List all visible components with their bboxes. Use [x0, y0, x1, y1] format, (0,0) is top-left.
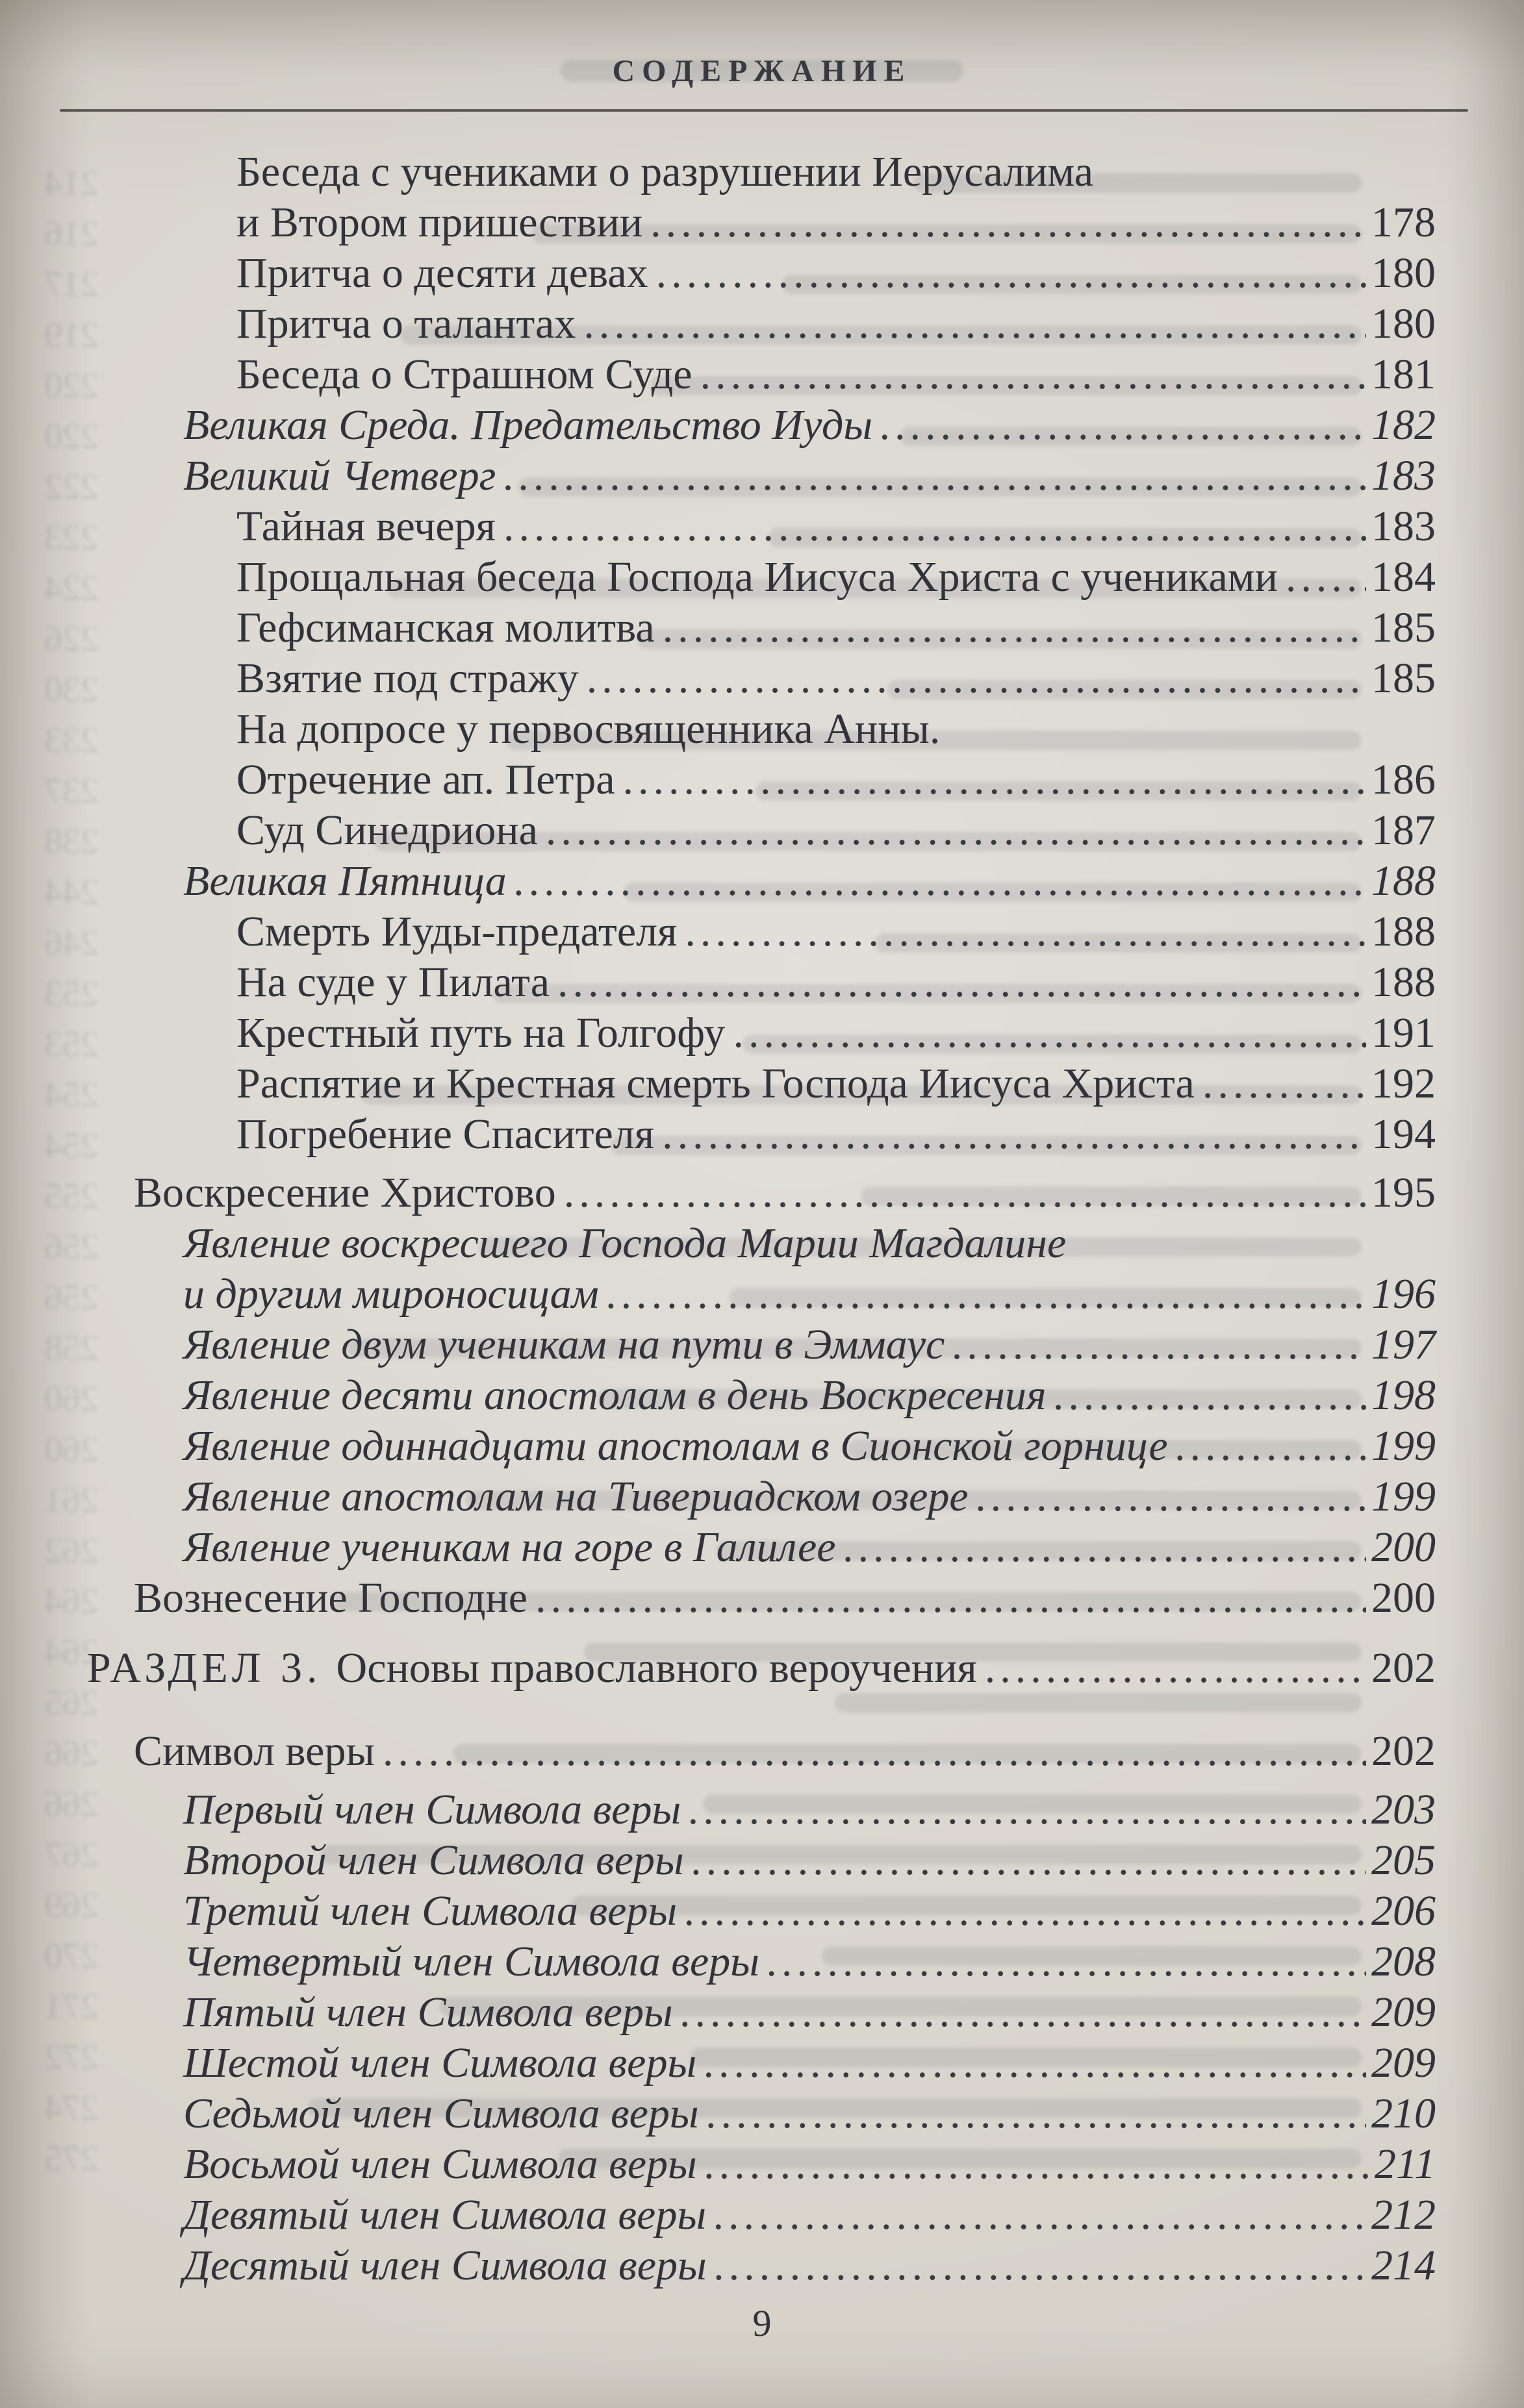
toc-page-number: 181: [1371, 351, 1436, 398]
dot-leader: [557, 957, 1366, 1008]
toc-page-number: 183: [1371, 503, 1436, 550]
toc-entry: [87, 1573, 1436, 1624]
toc-entry-title: Третий член Символа веры: [183, 1887, 678, 1935]
toc-page-number: 196: [1371, 1270, 1436, 1318]
toc-entry: [87, 1835, 1436, 1886]
folio-page-number: 9: [752, 2302, 772, 2344]
toc-entry: [87, 1886, 1436, 1937]
bleedthrough-page-number: 258: [44, 1328, 99, 1368]
page-title: СОДЕРЖАНИЕ: [612, 54, 912, 88]
toc-line: [236, 755, 1436, 805]
toc-line: [183, 1320, 1436, 1370]
toc-line: [236, 501, 1436, 552]
toc-line: [183, 1937, 1436, 1987]
bleedthrough-page-number: 223: [44, 518, 99, 558]
toc-entry: [87, 1472, 1436, 1522]
bleedthrough-page-number: 233: [44, 720, 99, 760]
toc-entry: [87, 552, 1436, 603]
bleedthrough-page-number: 253: [44, 973, 99, 1014]
toc-entry-title: Явление двум ученикам на пути в Эммаус: [183, 1321, 945, 1368]
bleedthrough-page-number: 253: [44, 1024, 99, 1064]
toc-page-number: 199: [1371, 1473, 1436, 1520]
dot-leader: [700, 349, 1366, 400]
toc-line: [236, 197, 1436, 248]
toc-page-number: 202: [1371, 1644, 1436, 1692]
toc-page-number: 187: [1371, 807, 1436, 854]
bleedthrough-page-number: 266: [44, 1733, 99, 1774]
toc-entry-title: Явление одиннадцати апостолам в Сионской горнице: [183, 1422, 1168, 1470]
bleedthrough-page-number: 254: [44, 1125, 99, 1166]
bleedthrough-page-number: 274: [44, 2088, 99, 2128]
toc-entry-title: Распятие и Крестная смерть Господа Иисуса Христа: [236, 1060, 1195, 1107]
bleedthrough-page-number: 264: [44, 1632, 99, 1672]
toc-page-number: 188: [1371, 959, 1436, 1006]
toc-entry-title: Смерть Иуды-предателя: [236, 908, 678, 955]
toc-entry: [87, 1643, 1436, 1694]
toc-page-number: 185: [1371, 655, 1436, 702]
bleedthrough-page-number: 261: [44, 1480, 99, 1520]
toc-entry-title: Явление десяти апостолам в день Воскресения: [183, 1372, 1047, 1419]
toc-page-number: 200: [1371, 1524, 1436, 1571]
toc-entry: [87, 349, 1436, 400]
toc-entry-title: Символ веры: [134, 1727, 375, 1775]
toc-page-number: 182: [1371, 401, 1436, 449]
toc-line: [183, 1218, 1436, 1269]
toc-page-number: 211: [1374, 2140, 1436, 2188]
dot-leader: [1176, 1421, 1366, 1472]
toc-page-number: 206: [1371, 1887, 1436, 1935]
toc-line: [183, 2240, 1436, 2291]
toc-entry: [87, 1421, 1436, 1472]
toc-line: [183, 1269, 1436, 1320]
toc-entry: [87, 1937, 1436, 1987]
bleedthrough-page-number: 246: [44, 923, 99, 963]
toc-entry: [87, 147, 1436, 248]
bleedthrough-page-number: 271: [44, 1987, 99, 2027]
toc-page-number: 210: [1371, 2090, 1436, 2137]
toc-line: [134, 1168, 1436, 1218]
toc-entry-title: и другим мироносицам: [183, 1270, 599, 1318]
toc-entry: [87, 805, 1436, 856]
dot-leader: [514, 856, 1366, 907]
toc-line: [183, 2190, 1436, 2240]
toc-entry: [87, 2038, 1436, 2088]
toc-entry-title: Десятый член Символа веры: [183, 2242, 707, 2289]
toc-page-number: 202: [1371, 1727, 1436, 1775]
bleedthrough-page-number: 222: [44, 467, 99, 507]
toc-line: [134, 1726, 1436, 1777]
toc-entry: [87, 1785, 1436, 1835]
toc-entry-title: Явление ученикам на горе в Галилее: [183, 1524, 836, 1571]
toc-entry-title: Первый член Символа веры: [183, 1786, 681, 1833]
bleedthrough-page-number: 272: [44, 2037, 99, 2077]
dot-leader: [704, 2038, 1366, 2088]
toc-page-number: 205: [1371, 1837, 1436, 1884]
dot-leader: [1286, 552, 1366, 603]
toc-page-number: 203: [1371, 1786, 1436, 1833]
toc-line: [236, 349, 1436, 400]
toc-line: [183, 1987, 1436, 2038]
toc-entry: [87, 1008, 1436, 1059]
dot-leader: [662, 1109, 1366, 1160]
toc-line: [183, 856, 1436, 907]
toc-page-number: 188: [1371, 908, 1436, 955]
bleedthrough-page-number: 260: [44, 1379, 99, 1419]
toc-entry: [87, 1522, 1436, 1573]
dot-leader: [767, 1937, 1366, 1987]
toc-page-number: 180: [1371, 249, 1436, 297]
dot-leader: [1054, 1370, 1366, 1421]
toc-entry-title: Беседа с учениками о разрушении Иерусалима: [236, 148, 1094, 195]
toc-entry-title: Отречение ап. Петра: [236, 756, 615, 803]
toc-line: [183, 2088, 1436, 2139]
toc-page-number: 212: [1371, 2191, 1436, 2239]
dot-leader: [1202, 1059, 1366, 1109]
toc-line: [236, 1109, 1436, 1160]
toc-entry-title: Крестный путь на Голгофу: [236, 1009, 726, 1057]
toc-line: [236, 1008, 1436, 1059]
toc-line: [183, 1835, 1436, 1886]
toc-page-number: 198: [1371, 1372, 1436, 1419]
toc-entry-title: Прощальная беседа Господа Иисуса Христа с учениками: [236, 553, 1278, 601]
toc-entry: [87, 1059, 1436, 1109]
dot-leader: [685, 1886, 1366, 1937]
bleedthrough-page-number: 219: [44, 315, 99, 355]
bleedthrough-page-number: 220: [44, 416, 99, 457]
dot-leader: [587, 653, 1366, 704]
toc-entry-title: На допросе у первосвященника Анны.: [236, 705, 941, 753]
toc-page-number: 194: [1371, 1110, 1436, 1158]
toc-line: [236, 805, 1436, 856]
toc-entry-title: Шестой член Символа веры: [183, 2039, 697, 2087]
toc-line: [236, 957, 1436, 1008]
bleedthrough-page-number: 217: [44, 264, 99, 305]
toc-page-number: 209: [1371, 1988, 1436, 2036]
toc-entry: [87, 704, 1436, 805]
toc-entry-title: Девятый член Символа веры: [183, 2191, 707, 2239]
toc-line: [183, 2038, 1436, 2088]
toc-line: [236, 653, 1436, 704]
toc-page-number: 186: [1371, 756, 1436, 803]
toc-entry: [87, 248, 1436, 299]
bleedthrough-page-number: 226: [44, 619, 99, 659]
dot-leader: [583, 299, 1366, 349]
toc-line: [183, 1886, 1436, 1937]
dot-leader: [733, 1008, 1366, 1059]
dot-leader: [705, 2139, 1369, 2190]
toc-entry-title: Четвертый член Символа веры: [183, 1938, 759, 1985]
toc-entry-title: Великая Среда. Предательство Иуды: [183, 401, 873, 449]
toc-entry: [87, 501, 1436, 552]
toc-entry-title: Пятый член Символа веры: [183, 1988, 673, 2036]
bleedthrough-page-number: 214: [44, 163, 99, 203]
bleedthrough-page-number: 260: [44, 1429, 99, 1470]
bleedthrough-page-number: 269: [44, 1885, 99, 1925]
toc-entry: [87, 299, 1436, 349]
bleedthrough-page-number: 264: [44, 1581, 99, 1622]
toc-entry-title: Притча о талантах: [236, 300, 576, 347]
toc-entry-title: и Втором пришествии: [236, 199, 643, 246]
toc: [87, 147, 1436, 2291]
toc-entry: [87, 1987, 1436, 2038]
toc-entry-title: Гефсиманская молитва: [236, 604, 655, 651]
dot-leader: [564, 1168, 1366, 1218]
toc-entry: [87, 653, 1436, 704]
toc-entry: [87, 400, 1436, 451]
toc-entry-title: Тайная вечеря: [236, 503, 496, 550]
bleedthrough-page-number: 244: [44, 872, 99, 912]
toc-page-number: 191: [1371, 1009, 1436, 1057]
toc-entry: [87, 1320, 1436, 1370]
bleedthrough-page-number: 230: [44, 670, 99, 710]
dot-leader: [623, 755, 1366, 805]
dot-leader: [503, 451, 1366, 501]
dot-leader: [976, 1472, 1366, 1522]
bleedthrough-page-number: 267: [44, 1835, 99, 1875]
toc-page-number: 192: [1371, 1060, 1436, 1107]
bleedthrough-page-number: 224: [44, 568, 99, 608]
toc-entry-title: Воскресение Христово: [134, 1169, 556, 1216]
toc-line: [183, 1522, 1436, 1573]
bleedthrough-page-number: 262: [44, 1531, 99, 1571]
toc-entry: [87, 2190, 1436, 2240]
dot-leader: [714, 2190, 1366, 2240]
toc-entry-title: Взятие под стражу: [236, 655, 579, 702]
toc-page-number: 185: [1371, 604, 1436, 651]
toc-entry-title: Второй член Символа веры: [183, 1837, 684, 1884]
toc-entry-title: Явление апостолам на Тивериадском озере: [183, 1473, 969, 1520]
toc-page-number: 180: [1371, 300, 1436, 347]
toc-entry: [87, 856, 1436, 907]
toc-entry: [87, 603, 1436, 653]
dot-leader: [681, 1987, 1366, 2038]
toc-entry-title: Притча о десяти девах: [236, 249, 648, 297]
toc-page-number: 214: [1371, 2242, 1436, 2289]
dot-leader: [663, 603, 1366, 653]
bleedthrough-page-number: 256: [44, 1227, 99, 1267]
toc-entry: [87, 1218, 1436, 1320]
toc-line: [236, 907, 1436, 957]
toc-page-number: 195: [1371, 1169, 1436, 1216]
toc-line: [183, 2139, 1436, 2190]
toc-line: [236, 147, 1436, 197]
bleedthrough-page-number: 255: [44, 1176, 99, 1216]
toc-entry: [87, 2088, 1436, 2139]
toc-line: [134, 1573, 1436, 1624]
bleedthrough-page-number: 238: [44, 821, 99, 862]
toc-entry-title: Погребение Спасителя: [236, 1110, 655, 1158]
bleedthrough-page-number: 275: [44, 2138, 99, 2179]
bleedthrough-page-number: 256: [44, 1277, 99, 1318]
dot-leader: [689, 1785, 1366, 1835]
toc-entry-title: Беседа о Страшном Суде: [236, 351, 692, 398]
dot-leader: [535, 1573, 1366, 1624]
toc-entry: [87, 1168, 1436, 1218]
bleedthrough-page-number: 270: [44, 1936, 99, 1976]
toc-line: [236, 248, 1436, 299]
toc-line: [183, 1785, 1436, 1835]
toc-line: [183, 451, 1436, 501]
toc-entry-title: Великая Пятница: [183, 857, 507, 905]
toc-page-number: 184: [1371, 553, 1436, 601]
toc-entry: [87, 1726, 1436, 1777]
toc-page-number: 183: [1371, 452, 1436, 499]
bleedthrough-page-number: 216: [44, 214, 99, 254]
dot-leader: [707, 2088, 1366, 2139]
toc-line: [236, 552, 1436, 603]
bleedthrough-page-number: 266: [44, 1784, 99, 1824]
dot-leader: [952, 1320, 1366, 1370]
toc-page-number: 197: [1371, 1321, 1436, 1368]
toc-entry: [87, 451, 1436, 501]
dot-leader: [607, 1269, 1366, 1320]
toc-line: [236, 299, 1436, 349]
dot-leader: [656, 248, 1366, 299]
toc-page-number: 188: [1371, 857, 1436, 905]
toc-line: [87, 1643, 1436, 1694]
dot-leader: [650, 197, 1366, 248]
toc-entry: [87, 2139, 1436, 2190]
dot-leader: [985, 1643, 1366, 1694]
toc-entry: [87, 1109, 1436, 1160]
bleedthrough-page-number: 254: [44, 1075, 99, 1115]
toc-entry-title: Восьмой член Символа веры: [183, 2140, 697, 2188]
dot-leader: [383, 1726, 1366, 1777]
bleedthrough-page-number: 265: [44, 1683, 99, 1723]
toc-line: [183, 1472, 1436, 1522]
dot-leader: [844, 1522, 1366, 1573]
toc-entry: [87, 2240, 1436, 2291]
bleedthrough-page-number: 237: [44, 771, 99, 811]
dot-leader: [503, 501, 1366, 552]
toc-page-number: 178: [1371, 199, 1436, 246]
toc-line: [236, 603, 1436, 653]
dot-leader: [880, 400, 1366, 451]
toc-line: [236, 1059, 1436, 1109]
toc-entry-title: Явление воскресшего Господа Марии Магдалине: [183, 1220, 1067, 1267]
dot-leader: [692, 1835, 1366, 1886]
toc-page-number: 200: [1371, 1574, 1436, 1622]
dot-leader: [546, 805, 1366, 856]
toc-entry-title: На суде у Пилата: [236, 959, 550, 1006]
bleedthrough-page-number: 220: [44, 366, 99, 406]
toc-line: [183, 1421, 1436, 1472]
toc-line: [183, 400, 1436, 451]
section-number-prefix: РАЗДЕЛ 3.: [87, 1644, 322, 1692]
toc-entry-title: РАЗДЕЛ 3. Основы православного вероучения: [87, 1644, 977, 1692]
dot-leader: [715, 2240, 1366, 2291]
toc-line: [183, 1370, 1436, 1421]
toc-entry-title: Великий Четверг: [183, 452, 496, 499]
dot-leader: [685, 907, 1366, 957]
toc-entry: [87, 907, 1436, 957]
toc-entry: [87, 1370, 1436, 1421]
toc-entry-title: Седьмой член Символа веры: [183, 2090, 699, 2137]
toc-page-number: 209: [1371, 2039, 1436, 2087]
toc-page-number: 208: [1371, 1938, 1436, 1985]
header-rule: [60, 109, 1468, 112]
toc-entry-title: Вознесение Господне: [134, 1574, 528, 1622]
toc-line: [236, 704, 1436, 755]
toc-entry-title: Суд Синедриона: [236, 807, 538, 854]
toc-page-number: 199: [1371, 1422, 1436, 1470]
toc-entry: [87, 957, 1436, 1008]
